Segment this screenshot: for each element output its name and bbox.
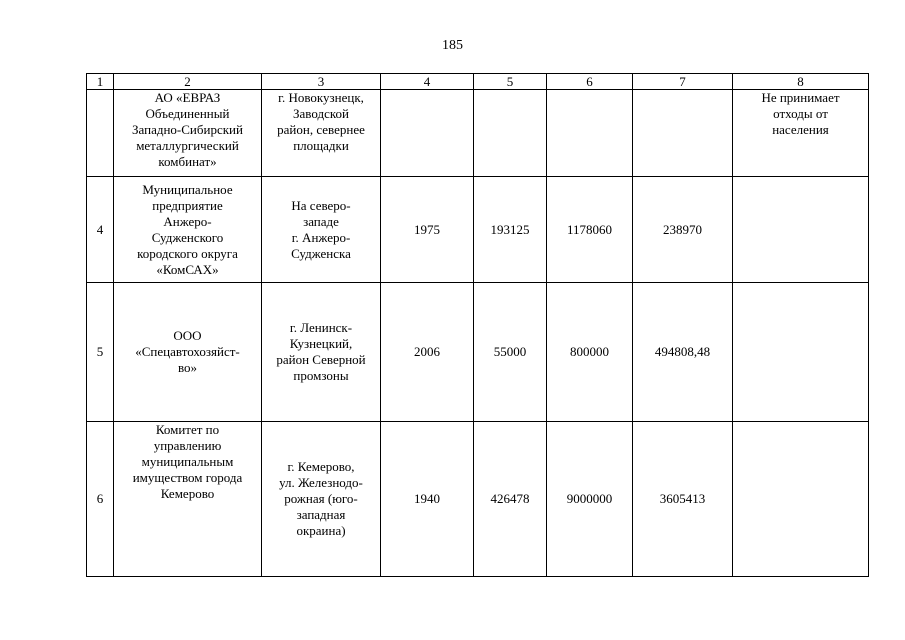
organization-cell: АО «ЕВРАЗ Объединенный Западно-Сибирский металлургический комбинат» [114, 90, 262, 177]
header-cell: 3 [262, 74, 381, 90]
table-row [87, 90, 869, 177]
organization-cell: Муниципальное предприятие Анжеро- Судженского кородского округа «КомСАХ» [114, 177, 262, 283]
header-cell: 4 [381, 74, 474, 90]
data-table [86, 73, 869, 577]
note-cell [733, 283, 869, 422]
note-cell [733, 422, 869, 577]
value-cell [474, 90, 547, 177]
value-cell: 494808,48 [633, 283, 733, 422]
organization-cell: ООО «Спецавтохозяйст- во» [114, 283, 262, 422]
header-cell: 2 [114, 74, 262, 90]
value-cell [547, 90, 633, 177]
row-number-cell: 5 [87, 283, 114, 422]
header-cell: 8 [733, 74, 869, 90]
location-cell: На северо- западе г. Анжеро- Судженска [262, 177, 381, 283]
year-cell: 1940 [381, 422, 474, 577]
note-cell: Не принимает отходы от населения [733, 90, 869, 177]
table-header-row [87, 74, 869, 90]
location-cell: г. Кемерово, ул. Железнодо- рожная (юго- западная окраина) [262, 422, 381, 577]
header-cell: 5 [474, 74, 547, 90]
table-row [87, 422, 869, 577]
location-cell: г. Новокузнецк, Заводской район, севернее площадки [262, 90, 381, 177]
value-cell [633, 90, 733, 177]
value-cell: 238970 [633, 177, 733, 283]
value-cell: 1178060 [547, 177, 633, 283]
header-cell: 1 [87, 74, 114, 90]
table-row [87, 177, 869, 283]
value-cell: 800000 [547, 283, 633, 422]
row-number-cell: 4 [87, 177, 114, 283]
row-number-cell [87, 90, 114, 177]
row-number-cell: 6 [87, 422, 114, 577]
header-cell: 6 [547, 74, 633, 90]
note-cell [733, 177, 869, 283]
organization-cell: Комитет по управлению муниципальным имуществом города Кемерово [114, 422, 262, 577]
value-cell: 3605413 [633, 422, 733, 577]
year-cell: 2006 [381, 283, 474, 422]
location-cell: г. Ленинск- Кузнецкий, район Северной промзоны [262, 283, 381, 422]
value-cell: 193125 [474, 177, 547, 283]
year-cell: 1975 [381, 177, 474, 283]
value-cell: 55000 [474, 283, 547, 422]
year-cell [381, 90, 474, 177]
header-cell: 7 [633, 74, 733, 90]
page-number: 185 [442, 38, 463, 53]
value-cell: 426478 [474, 422, 547, 577]
table-row [87, 283, 869, 422]
value-cell: 9000000 [547, 422, 633, 577]
